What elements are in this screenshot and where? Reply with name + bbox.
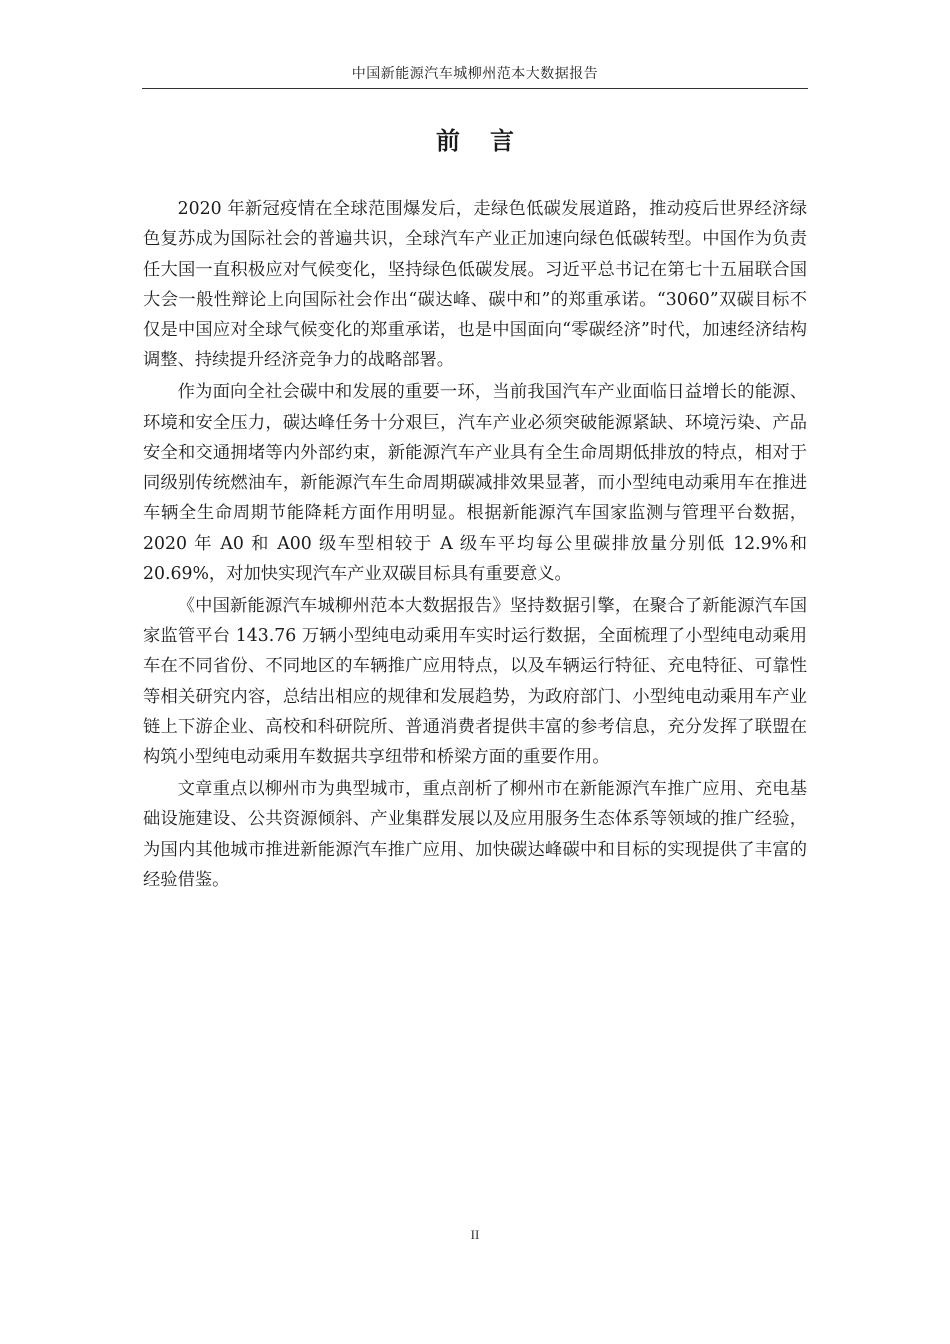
paragraph-1: 2020 年新冠疫情在全球范围爆发后，走绿色低碳发展道路，推动疫后世界经济绿色复苏成为国际社会的普遍共识，全球汽车产业正加速向绿色低碳转型。中国作为负责任大国一直积极应对气候变化，坚持绿色低碳发展。习近平总书记在第七十五届联合国大会一般性辩论上向国际社会作出“碳达峰、碳中和”的郑重承诺。“3060”双碳目标不仅是中国应对全球气候变化的郑重承诺，也是中国面向“零碳经济”时代，加速经济结构调整、持续提升经济竞争力的战略部署。 [143,199,807,371]
page-number: II [470,1227,480,1242]
header-rule [142,88,808,89]
paragraph-4: 文章重点以柳州市为典型城市，重点剖析了柳州市在新能源汽车推广应用、充电基础设施建设、公共资源倾斜、产业集群发展以及应用服务生态体系等领域的推广经验，为国内其他城市推进新能源汽车推广应用、加快碳达峰碳中和目标的实现提供了丰富的经验借鉴。 [143,779,807,891]
paragraph-3: 《中国新能源汽车城柳州范本大数据报告》坚持数据引擎，在聚合了新能源汽车国家监管平台 143.76 万辆小型纯电动乘用车实时运行数据，全面梳理了小型纯电动乘用车在不同省份、不同地区的车辆推广应用特点，以及车辆运行特征、充电特征、可靠性等相关研究内容，总结出相应的规律和发展趋势，为政府部门、小型纯电动乘用车产业链上下游企业、高校和科研院所、普通消费者提供丰富的参考信息，充分发挥了联盟在构筑小型纯电动乘用车数据共享纽带和桥梁方面的重要作用。 [143,595,807,768]
paragraph-2: 作为面向全社会碳中和发展的重要一环，当前我国汽车产业面临日益增长的能源、环境和安全压力，碳达峰任务十分艰巨，汽车产业必须突破能源紧缺、环境污染、产品安全和交通拥堵等内外部约束，新能源汽车产业具有全生命周期低排放的特点，相对于同级别传统燃油车，新能源汽车生命周期碳减排效果显著，而小型纯电动乘用车在推进车辆全生命周期节能降耗方面作用明显。根据新能源汽车国家监测与管理平台数据，2020 年 A0 和 A00 级车型相较于 A 级车平均每公里碳排放量分别低 12.9%和 20.69%，对加快实现汽车产业双碳目标具有重要意义。 [143,382,807,585]
running-header: 中国新能源汽车城柳州范本大数据报告 [351,66,599,82]
body-text [143,194,807,895]
section-title: 前言 [436,127,544,155]
